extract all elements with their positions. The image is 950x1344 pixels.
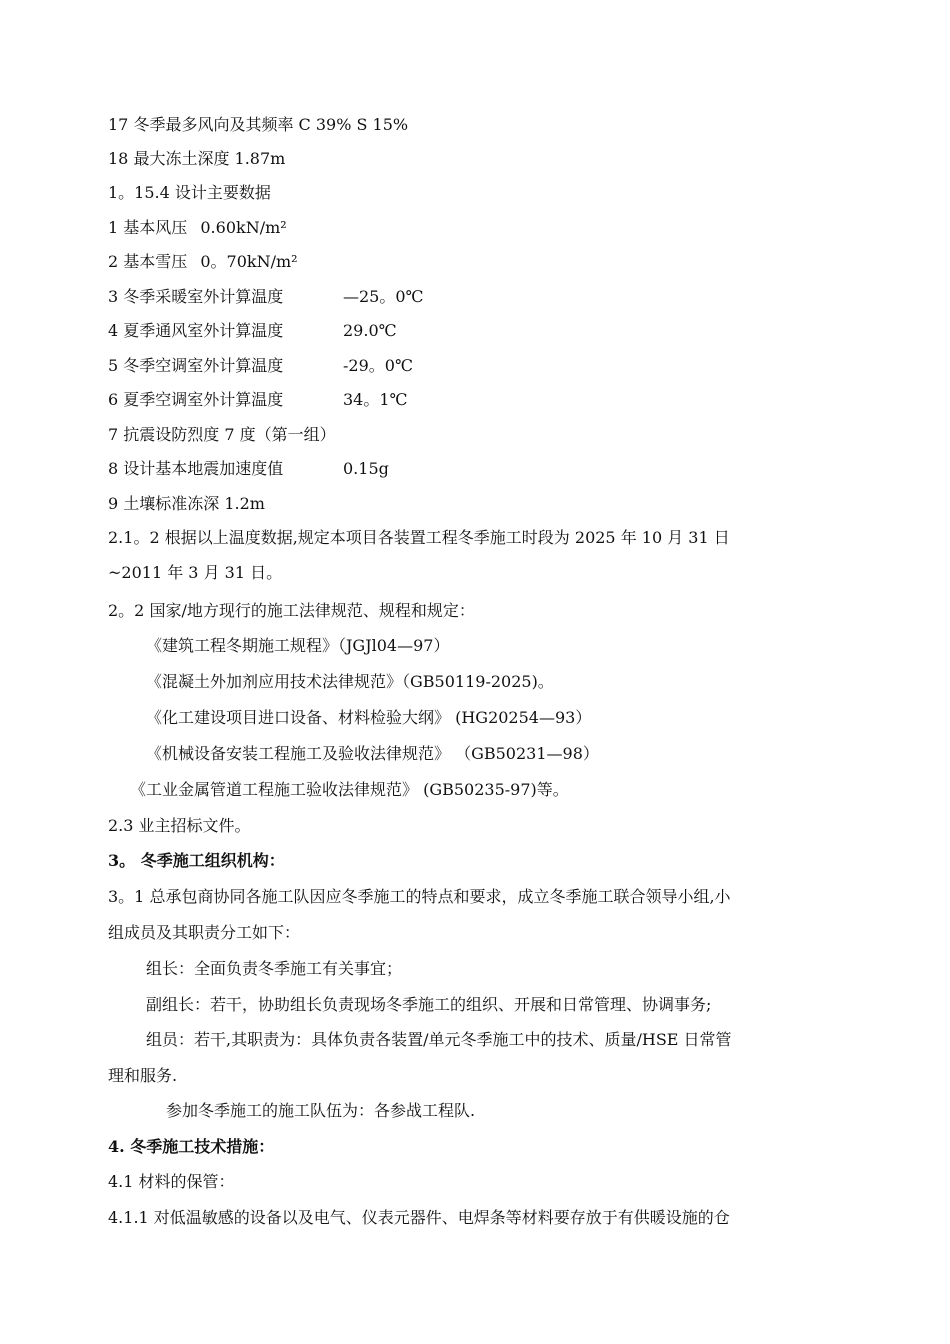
design-item-value: 0.60kN/m² — [200, 218, 287, 237]
design-item-2 — [108, 248, 508, 276]
paragraph-2-2: 2。2 国家/地方现行的施工法律规范、规程和规定： — [108, 601, 475, 620]
standard-gb50235: 《工业金属管道工程施工验收法律规范》 (GB50235-97)等。 — [130, 780, 569, 799]
design-item-5 — [108, 352, 508, 380]
design-item-value: -29。0℃ — [343, 356, 413, 375]
design-item-value: 29.0℃ — [343, 321, 397, 340]
role-leader: 组长：全面负责冬季施工有关事宜； — [146, 959, 403, 978]
design-item-8 — [108, 455, 508, 483]
design-item-label: 1 基本风压 — [108, 218, 188, 237]
design-item-label: 6 夏季空调室外计算温度 — [108, 390, 284, 409]
design-item-1 — [108, 214, 508, 242]
section-heading-1-15-4: 1。15.4 设计主要数据 — [108, 183, 271, 202]
paragraph-2-1-2: 2.1。2 根据以上温度数据,规定本项目各装置工程冬季施工时段为 2025 年 10 月 31 日 — [108, 528, 730, 547]
standard-jgj104: 《建筑工程冬期施工规程》（JGJl04—97） — [146, 636, 450, 655]
design-item-label: 2 基本雪压 — [108, 252, 188, 271]
design-item-3 — [108, 283, 508, 311]
standard-gb50231: 《机械设备安装工程施工及验收法律规范》 （GB50231—98） — [146, 744, 599, 763]
standard-hg20254: 《化工建设项目进口设备、材料检验大纲》 (HG20254—93） — [146, 708, 592, 727]
paragraph-2-1-2-cont: ~2011 年 3 月 31 日。 — [108, 563, 283, 582]
standard-gb50119: 《混凝土外加剂应用技术法律规范》（GB50119-2025)。 — [146, 672, 554, 691]
design-item-label: 3 冬季采暖室外计算温度 — [108, 287, 284, 306]
design-item-value: 0。70kN/m² — [200, 252, 298, 271]
design-item-4 — [108, 317, 508, 345]
design-item-label: 4 夏季通风室外计算温度 — [108, 321, 284, 340]
design-item-value: —25。0℃ — [343, 287, 424, 306]
paragraph-4-1: 4.1 材料的保管： — [108, 1172, 235, 1191]
role-member: 组员：若干,其职责为：具体负责各装置/单元冬季施工中的技术、质量/HSE 日常管 — [146, 1030, 732, 1049]
climate-item-18: 18 最大冻土深度 1.87m — [108, 149, 286, 168]
design-item-value: 0.15g — [343, 459, 389, 478]
role-deputy: 副组长：若干，协助组长负责现场冬季施工的组织、开展和日常管理、协调事务; — [146, 995, 712, 1014]
teams-paragraph: 参加冬季施工的施工队伍为：各参战工程队. — [166, 1101, 476, 1120]
design-item-9: 9 土壤标准冻深 1.2m — [108, 494, 265, 513]
paragraph-3-1-cont: 组成员及其职责分工如下： — [108, 923, 301, 942]
paragraph-4-1-1: 4.1.1 对低温敏感的设备以及电气、仪表元器件、电焊条等材料要存放于有供暖设施的仓 — [108, 1208, 730, 1227]
climate-item-17: 17 冬季最多风向及其频率 C 39% S 15% — [108, 115, 409, 134]
paragraph-3-1: 3。1 总承包商协同各施工队因应冬季施工的特点和要求，成立冬季施工联合领导小组,小 — [108, 887, 731, 906]
heading-4: 4. 冬季施工技术措施： — [108, 1137, 275, 1156]
design-item-7: 7 抗震设防烈度 7 度（第一组） — [108, 425, 336, 444]
design-item-value: 34。1℃ — [343, 390, 408, 409]
design-item-label: 5 冬季空调室外计算温度 — [108, 356, 284, 375]
design-item-label: 8 设计基本地震加速度值 — [108, 459, 284, 478]
paragraph-2-3: 2.3 业主招标文件。 — [108, 816, 251, 835]
heading-3: 3。 冬季施工组织机构： — [108, 851, 285, 870]
design-item-6 — [108, 386, 508, 414]
role-member-cont: 理和服务. — [108, 1066, 178, 1085]
